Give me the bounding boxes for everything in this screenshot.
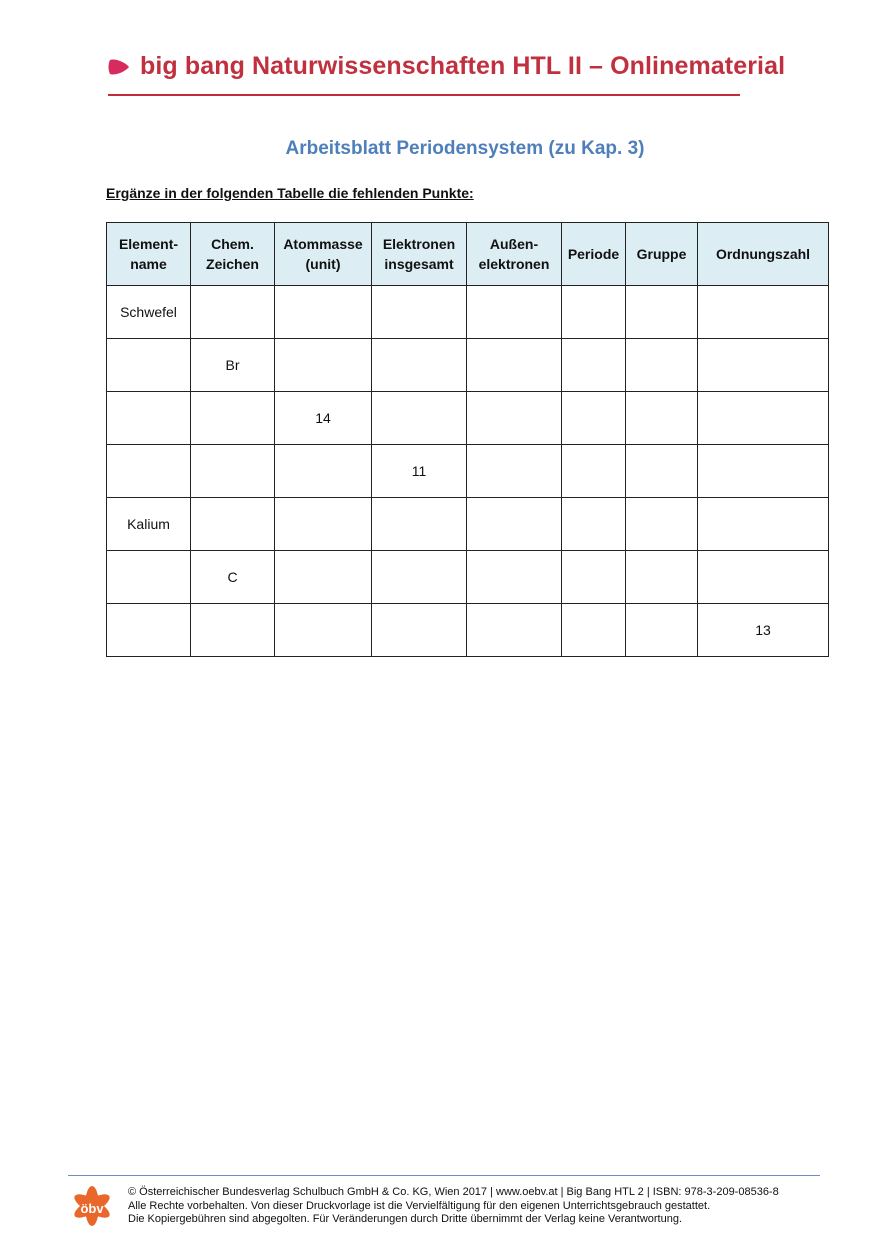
table-cell[interactable]	[107, 604, 191, 657]
table-cell[interactable]	[698, 551, 829, 604]
table-cell[interactable]: 13	[698, 604, 829, 657]
table-cell[interactable]	[107, 551, 191, 604]
table-cell[interactable]	[698, 445, 829, 498]
table-cell[interactable]: 14	[275, 392, 372, 445]
header-atomic-number: Ordnungszahl	[698, 223, 829, 286]
table-cell[interactable]	[626, 286, 698, 339]
table-cell[interactable]	[626, 445, 698, 498]
footer-line-2: Alle Rechte vorbehalten. Von dieser Druckvorlage ist die Vervielfältigung für den eigenen Unterrichtsgebrauch gestattet.	[128, 1199, 711, 1212]
table-cell[interactable]	[562, 286, 626, 339]
table-cell[interactable]	[275, 339, 372, 392]
table-cell[interactable]	[275, 498, 372, 551]
table-cell[interactable]	[698, 498, 829, 551]
table-cell[interactable]	[191, 286, 275, 339]
table-cell[interactable]	[562, 445, 626, 498]
header-atomic-mass: Atommasse (unit)	[275, 223, 372, 286]
table-cell[interactable]	[467, 392, 562, 445]
header-chem-symbol: Chem. Zeichen	[191, 223, 275, 286]
table-cell[interactable]	[372, 551, 467, 604]
oebv-logo-icon	[70, 1184, 114, 1228]
table-cell[interactable]	[626, 339, 698, 392]
table-row	[107, 498, 829, 551]
table-cell[interactable]	[372, 498, 467, 551]
table-cell[interactable]	[372, 392, 467, 445]
header-group: Gruppe	[626, 223, 698, 286]
table-cell[interactable]	[467, 551, 562, 604]
table-cell[interactable]	[626, 551, 698, 604]
worksheet-title: Arbeitsblatt Periodensystem (zu Kap. 3)	[285, 138, 645, 159]
table-cell[interactable]	[275, 551, 372, 604]
instruction-text: Ergänze in der folgenden Tabelle die fehlenden Punkte:	[106, 185, 474, 201]
table-cell[interactable]	[698, 339, 829, 392]
table-cell[interactable]	[562, 551, 626, 604]
table-cell[interactable]	[191, 392, 275, 445]
header-outer-electrons: Außen- elektronen	[467, 223, 562, 286]
footer-divider	[68, 1175, 820, 1176]
table-cell[interactable]: Kalium	[107, 498, 191, 551]
periodic-table-worksheet	[106, 222, 829, 657]
table-cell[interactable]	[467, 445, 562, 498]
table-cell[interactable]	[107, 339, 191, 392]
page-header	[108, 52, 786, 96]
table-cell[interactable]	[275, 604, 372, 657]
header-period: Periode	[562, 223, 626, 286]
table-cell[interactable]	[467, 286, 562, 339]
table-row	[107, 604, 829, 657]
table-cell[interactable]	[191, 604, 275, 657]
table-cell[interactable]	[626, 498, 698, 551]
table-cell[interactable]	[562, 339, 626, 392]
table-cell[interactable]	[467, 604, 562, 657]
table-cell[interactable]: Schwefel	[107, 286, 191, 339]
publication-title: big bang Naturwissenschaften HTL II – Onlinematerial	[140, 52, 786, 80]
table-cell[interactable]	[698, 286, 829, 339]
table-cell[interactable]	[275, 286, 372, 339]
table-cell[interactable]	[562, 604, 626, 657]
table-cell[interactable]: 11	[372, 445, 467, 498]
table-row	[107, 551, 829, 604]
table-cell[interactable]	[107, 392, 191, 445]
table-row	[107, 445, 829, 498]
table-cell[interactable]	[562, 498, 626, 551]
footer-line-1: © Österreichischer Bundesverlag Schulbuch GmbH & Co. KG, Wien 2017 | www.oebv.at | Big Bang HTL 2 | ISBN: 978-3-209-08536-8	[128, 1186, 779, 1198]
table-cell[interactable]: C	[191, 551, 275, 604]
table-cell[interactable]	[467, 498, 562, 551]
table-cell[interactable]	[372, 286, 467, 339]
table-cell[interactable]	[626, 392, 698, 445]
table-cell[interactable]	[275, 445, 372, 498]
header-element-name: Element- name	[107, 223, 191, 286]
table-header-row	[107, 223, 829, 286]
table-cell[interactable]	[562, 392, 626, 445]
table-cell[interactable]	[626, 604, 698, 657]
table-cell[interactable]	[372, 339, 467, 392]
table-cell[interactable]	[107, 445, 191, 498]
header-total-electrons: Elektronen insgesamt	[372, 223, 467, 286]
table-row	[107, 339, 829, 392]
table-cell[interactable]	[191, 445, 275, 498]
table-row	[107, 286, 829, 339]
footer-line-3: Die Kopiergebühren sind abgegolten. Für Veränderungen durch Dritte übernimmt der Verlag keine Verantwortung.	[128, 1213, 683, 1225]
copyright-notice	[128, 1186, 779, 1227]
brand-bullet-icon	[108, 59, 130, 75]
table-cell[interactable]	[372, 604, 467, 657]
table-cell[interactable]	[698, 392, 829, 445]
logo-wordmark: öbv	[80, 1201, 104, 1216]
table-cell[interactable]: Br	[191, 339, 275, 392]
table-row	[107, 392, 829, 445]
table-cell[interactable]	[191, 498, 275, 551]
table-cell[interactable]	[467, 339, 562, 392]
